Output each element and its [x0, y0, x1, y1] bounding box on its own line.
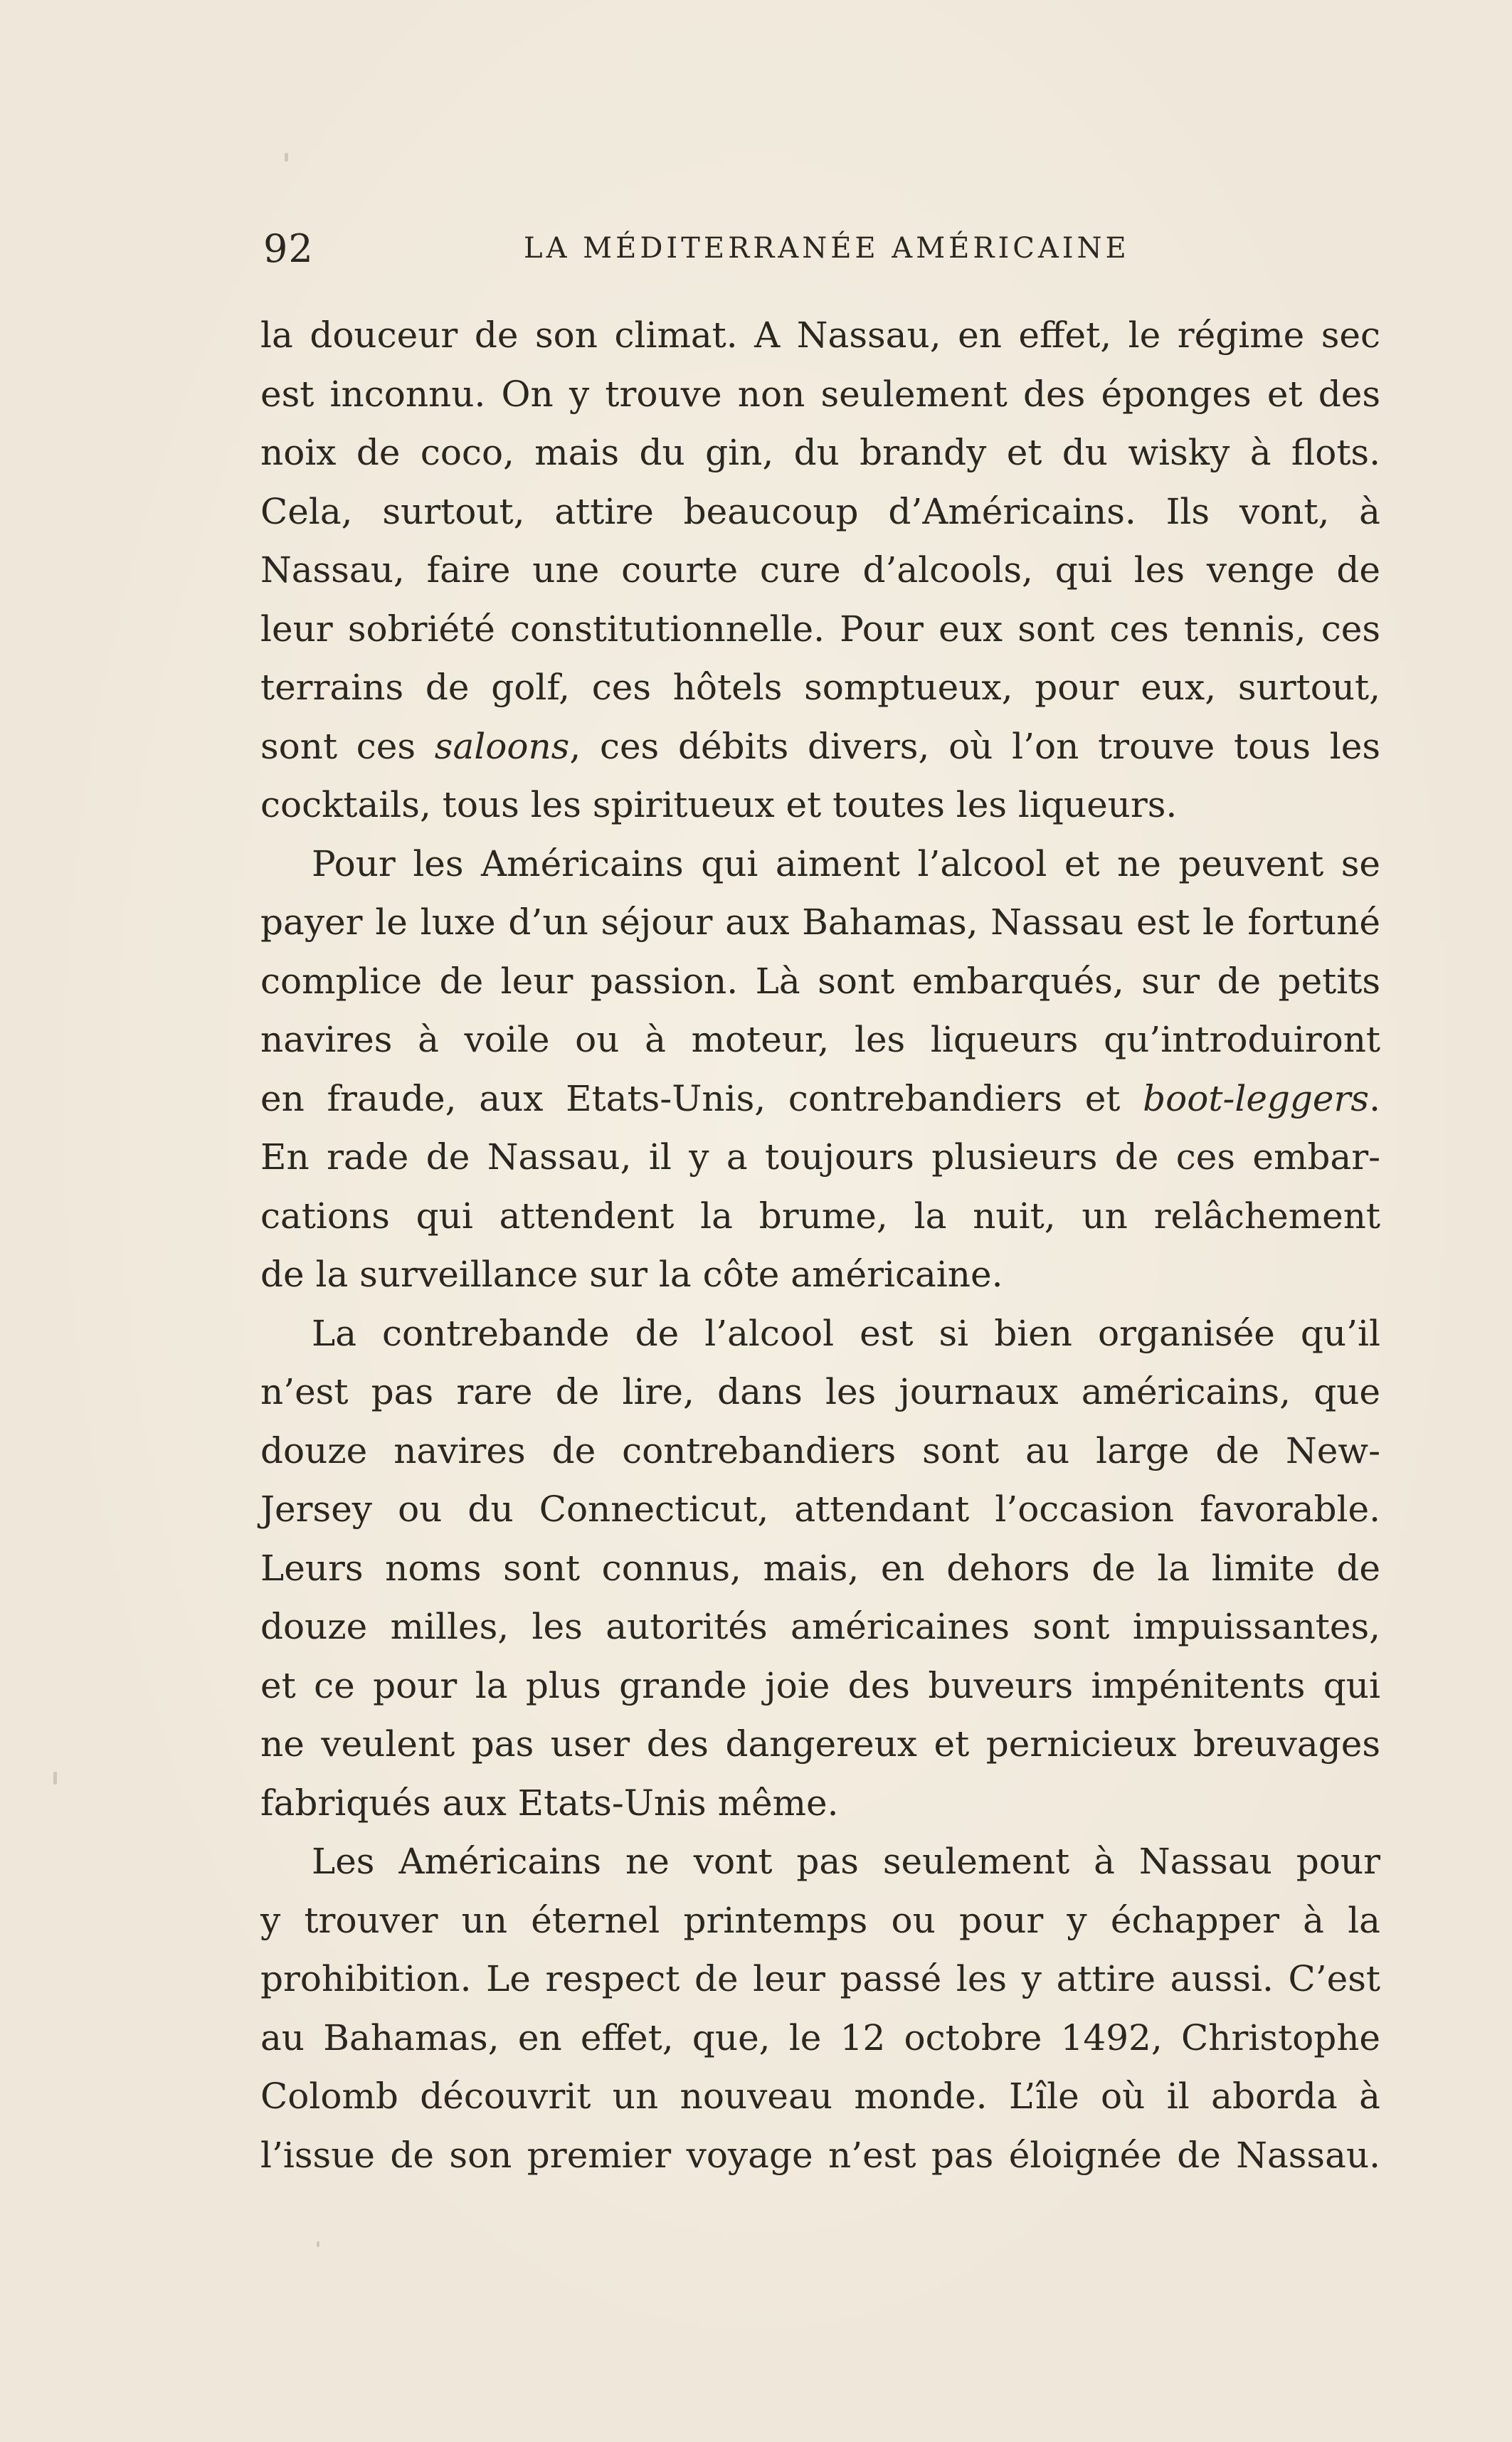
text-line: Jersey ou du Connecticut, attendant l’occasion favorable.	[260, 1489, 1380, 1530]
text-line: noix de coco, mais du gin, du brandy et du wisky à flots.	[260, 432, 1380, 473]
paper-speck	[53, 1772, 57, 1785]
text-line: au Bahamas, en effet, que, le 12 octobre 1492, Christophe	[260, 2016, 1380, 2058]
text-segment: en fraude, aux Etats-Unis, contrebandiers et	[260, 1077, 1143, 1119]
text-line	[260, 717, 1380, 776]
page-number: 92	[263, 226, 314, 271]
text-line: leur sobriété constitutionnelle. Pour eux sont ces tennis, ces	[260, 608, 1380, 650]
page-header	[263, 226, 1373, 283]
text-line: complice de leur passion. Là sont embarqués, sur de petits	[260, 960, 1380, 1002]
text-line: Nassau, faire une courte cure d’alcools, qui les venge de	[260, 549, 1380, 591]
text-segment: sont ces	[260, 725, 435, 767]
text-line: Cela, surtout, attire beaucoup d’Américains. Ils vont, à	[260, 490, 1380, 532]
text-line: Colomb découvrit un nouveau monde. L’île où il aborda à	[260, 2076, 1380, 2117]
text-line: prohibition. Le respect de leur passé les y attire aussi. C’est	[260, 1958, 1380, 1999]
text-segment: , ces débits divers, où l’on trouve tous les	[569, 725, 1380, 767]
text-segment: .	[1369, 1077, 1380, 1119]
text-line: douze navires de contrebandiers sont au large de New-	[260, 1429, 1380, 1471]
text-line: La contrebande de l’alcool est si bien organisée qu’il	[312, 1312, 1380, 1354]
text-line: fabriqués aux Etats-Unis même.	[260, 1782, 839, 1824]
text-line: douze milles, les autorités américaines sont impuissantes,	[260, 1606, 1380, 1647]
text-line: y trouver un éternel printemps ou pour y échapper à la	[260, 1899, 1380, 1941]
text-line: n’est pas rare de lire, dans les journaux américains, que	[260, 1371, 1380, 1412]
body-text	[260, 306, 1380, 2184]
text-line: En rade de Nassau, il y a toujours plusieurs de ces embar-	[260, 1136, 1380, 1178]
italic-word: boot-leggers	[1143, 1077, 1370, 1119]
text-line	[260, 1069, 1380, 1128]
text-line: payer le luxe d’un séjour aux Bahamas, Nassau est le fortuné	[260, 902, 1380, 943]
text-line: terrains de golf, ces hôtels somptueux, pour eux, surtout,	[260, 667, 1380, 708]
running-title: LA MÉDITERRANÉE AMÉRICAINE	[524, 232, 1130, 265]
text-line: l’issue de son premier voyage n’est pas éloignée de Nassau.	[260, 2134, 1380, 2176]
text-line: cocktails, tous les spiritueux et toutes les liqueurs.	[260, 784, 1178, 825]
text-line: Pour les Américains qui aiment l’alcool et ne peuvent se	[312, 842, 1380, 884]
text-line: cations qui attendent la brume, la nuit, un relâchement	[260, 1195, 1380, 1237]
text-line: ne veulent pas user des dangereux et pernicieux breuvages	[260, 1723, 1380, 1765]
text-line: la douceur de son climat. A Nassau, en effet, le régime sec	[260, 314, 1380, 356]
text-line: de la surveillance sur la côte américaine.	[260, 1254, 1003, 1295]
italic-word: saloons	[434, 725, 570, 767]
paper-speck	[317, 2241, 319, 2247]
text-line: est inconnu. On y trouve non seulement des éponges et des	[260, 373, 1380, 415]
text-line: Leurs noms sont connus, mais, en dehors de la limite de	[260, 1547, 1380, 1589]
text-line: et ce pour la plus grande joie des buveurs impénitents qui	[260, 1664, 1380, 1706]
text-line: Les Américains ne vont pas seulement à Nassau pour	[312, 1841, 1380, 1882]
text-line: navires à voile ou à moteur, les liqueurs qu’introduiront	[260, 1019, 1380, 1060]
paper-speck	[285, 153, 288, 162]
